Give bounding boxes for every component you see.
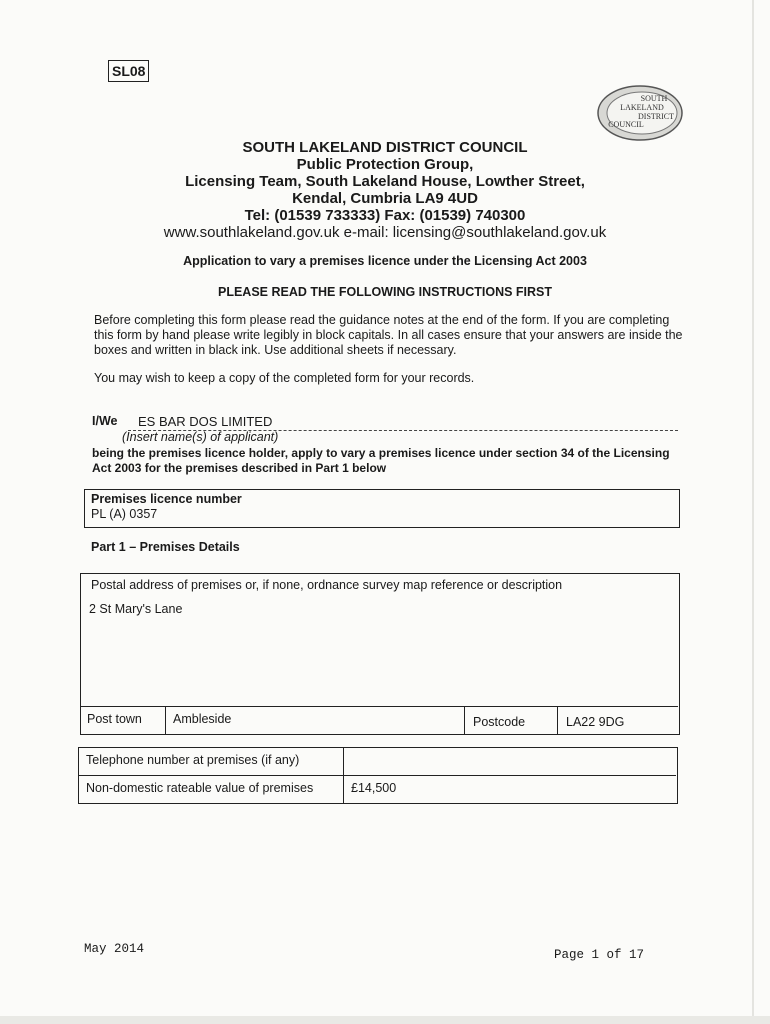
cell-divider: [165, 707, 166, 734]
licence-number-box: [84, 489, 680, 528]
row-divider: [79, 775, 676, 776]
licence-number-label: Premises licence number: [91, 492, 242, 506]
telephone-label: Telephone number at premises (if any): [86, 753, 300, 767]
rateable-value-label: Non-domestic rateable value of premises: [86, 781, 314, 795]
council-address-line: Licensing Team, South Lakeland House, Lowther Street,: [185, 173, 585, 190]
page-bottom-edge: [0, 1016, 770, 1024]
part1-heading: Part 1 – Premises Details: [91, 540, 240, 554]
cell-divider: [464, 707, 465, 734]
form-title: Application to vary a premises licence under the Licensing Act 2003: [183, 254, 587, 268]
seal-text-1: SOUTH: [640, 94, 668, 103]
instructions-text: Before completing this form please read the guidance notes at the end of the form. If you are completing this form by hand please write legibly in block capitals. In all cases ensure that your answers are inside the boxes and written in black ink. Use additional sheets if necessary.: [94, 313, 683, 357]
address-label: Postal address of premises or, if none, ordnance survey map reference or description: [91, 578, 563, 592]
applicant-name-field[interactable]: ES BAR DOS LIMITED: [138, 414, 273, 429]
copy-note: You may wish to keep a copy of the completed form for your records.: [94, 371, 475, 385]
instructions-heading: PLEASE READ THE FOLLOWING INSTRUCTIONS FIRST: [217, 285, 553, 299]
rateable-value-field[interactable]: £14,500: [351, 781, 397, 795]
council-group: Public Protection Group,: [296, 156, 474, 173]
address-field[interactable]: 2 St Mary's Lane: [89, 602, 183, 616]
council-town-line: Kendal, Cumbria LA9 4UD: [292, 190, 478, 207]
council-phone-line: Tel: (01539 733333) Fax: (01539) 740300: [244, 207, 526, 224]
applicant-hint: (Insert name(s) of applicant): [122, 430, 279, 444]
council-name: SOUTH LAKELAND DISTRICT COUNCIL: [242, 139, 528, 156]
cell-divider: [557, 707, 558, 734]
footer-page-number: Page 1 of 17: [554, 948, 645, 962]
applicant-statement: being the premises licence holder, apply to vary a premises licence under section 34 of the Licensing Act 2003 for the premises described in Part 1 below: [92, 446, 670, 475]
seal-text-4: COUNCIL: [608, 120, 644, 129]
premises-phone-rateable-box: [78, 747, 678, 804]
post-town-field[interactable]: Ambleside: [173, 712, 232, 726]
seal-text-2: LAKELAND: [620, 103, 664, 112]
council-seal-logo: [596, 84, 684, 142]
form-code: SL08: [108, 60, 149, 82]
seal-text-3: DISTRICT: [638, 112, 674, 121]
postcode-field[interactable]: LA22 9DG: [566, 715, 625, 729]
postcode-label: Postcode: [473, 715, 526, 729]
footer-date: May 2014: [84, 942, 145, 956]
applicant-label: I/We: [92, 414, 118, 428]
post-town-row: [81, 706, 678, 734]
premises-address-box: [80, 573, 680, 735]
telephone-field[interactable]: [351, 753, 661, 771]
licence-number-field[interactable]: PL (A) 0357: [91, 507, 158, 521]
council-web-email: www.southlakeland.gov.uk e-mail: licensing@southlakeland.gov.uk: [163, 224, 607, 241]
post-town-label: Post town: [87, 712, 142, 726]
